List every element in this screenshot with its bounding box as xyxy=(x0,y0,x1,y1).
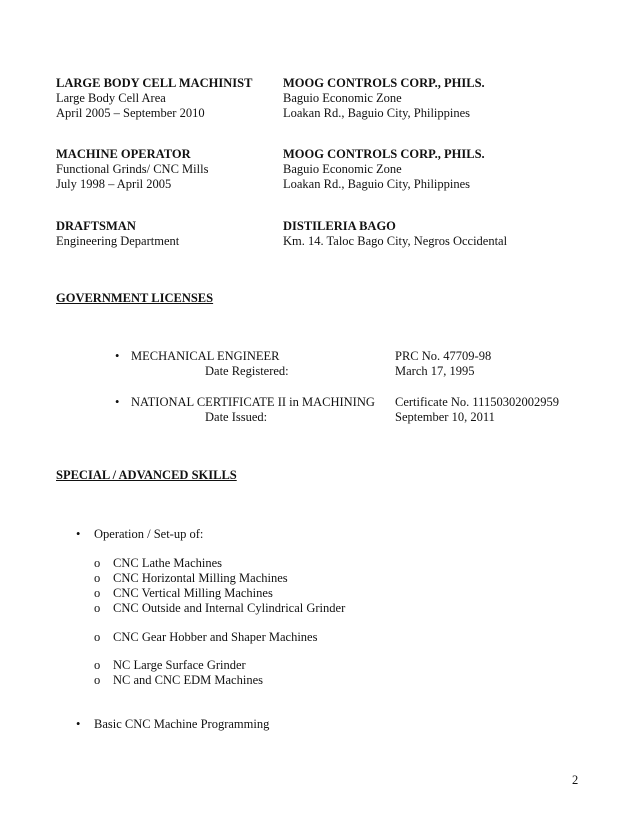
circle-bullet-icon xyxy=(94,556,100,571)
bullet-icon xyxy=(76,717,80,732)
circle-bullet-icon xyxy=(94,658,100,673)
company-address: Loakan Rd., Baguio City, Philippines xyxy=(283,177,471,191)
circle-bullet-icon xyxy=(94,571,100,586)
license-date: March 17, 1995 xyxy=(395,364,475,378)
company-address: Loakan Rd., Baguio City, Philippines xyxy=(283,106,471,120)
bullet-icon xyxy=(115,349,119,364)
job-detail: Engineering Department xyxy=(56,234,180,248)
job-dates: July 1998 – April 2005 xyxy=(56,177,172,191)
skill-subitem: NC and CNC EDM Machines xyxy=(113,673,263,687)
job-title: LARGE BODY CELL MACHINIST xyxy=(56,76,253,90)
skills-heading: SPECIAL / ADVANCED SKILLS xyxy=(56,468,237,482)
company-address: Baguio Economic Zone xyxy=(283,91,402,105)
skill-subitem: CNC Vertical Milling Machines xyxy=(113,586,273,600)
skill-subitem: CNC Lathe Machines xyxy=(113,556,223,570)
license-name: NATIONAL CERTIFICATE II in MACHINING xyxy=(131,395,375,409)
job-detail: Functional Grinds/ CNC Mills xyxy=(56,162,209,176)
license-number: Certificate No. 11150302002959 xyxy=(395,395,559,409)
company-name: MOOG CONTROLS CORP., PHILS. xyxy=(283,76,485,90)
license-number: PRC No. 47709-98 xyxy=(395,349,492,363)
company-name: DISTILERIA BAGO xyxy=(283,219,396,233)
company-address: Baguio Economic Zone xyxy=(283,162,402,176)
skill-subitem: NC Large Surface Grinder xyxy=(113,658,246,672)
circle-bullet-icon xyxy=(94,673,100,688)
license-date: September 10, 2011 xyxy=(395,410,495,424)
circle-bullet-icon xyxy=(94,586,100,601)
page-number: 2 xyxy=(572,773,579,787)
skill-item: Operation / Set-up of: xyxy=(94,527,204,541)
skill-subitem: CNC Outside and Internal Cylindrical Grinder xyxy=(113,601,346,615)
job-title: DRAFTSMAN xyxy=(56,219,136,233)
job-dates: April 2005 – September 2010 xyxy=(56,106,205,120)
job-title: MACHINE OPERATOR xyxy=(56,147,191,161)
bullet-icon xyxy=(115,395,119,410)
circle-bullet-icon xyxy=(94,601,100,616)
job-detail: Large Body Cell Area xyxy=(56,91,166,105)
skill-subitem: CNC Horizontal Milling Machines xyxy=(113,571,288,585)
license-date-label: Date Registered: xyxy=(205,364,289,378)
company-name: MOOG CONTROLS CORP., PHILS. xyxy=(283,147,485,161)
skill-subitem: CNC Gear Hobber and Shaper Machines xyxy=(113,630,318,644)
license-date-label: Date Issued: xyxy=(205,410,268,424)
licenses-heading: GOVERNMENT LICENSES xyxy=(56,291,214,305)
company-address: Km. 14. Taloc Bago City, Negros Occidental xyxy=(283,234,508,248)
circle-bullet-icon xyxy=(94,630,100,645)
bullet-icon xyxy=(76,527,80,542)
skill-item: Basic CNC Machine Programming xyxy=(94,717,270,731)
license-name: MECHANICAL ENGINEER xyxy=(131,349,280,363)
